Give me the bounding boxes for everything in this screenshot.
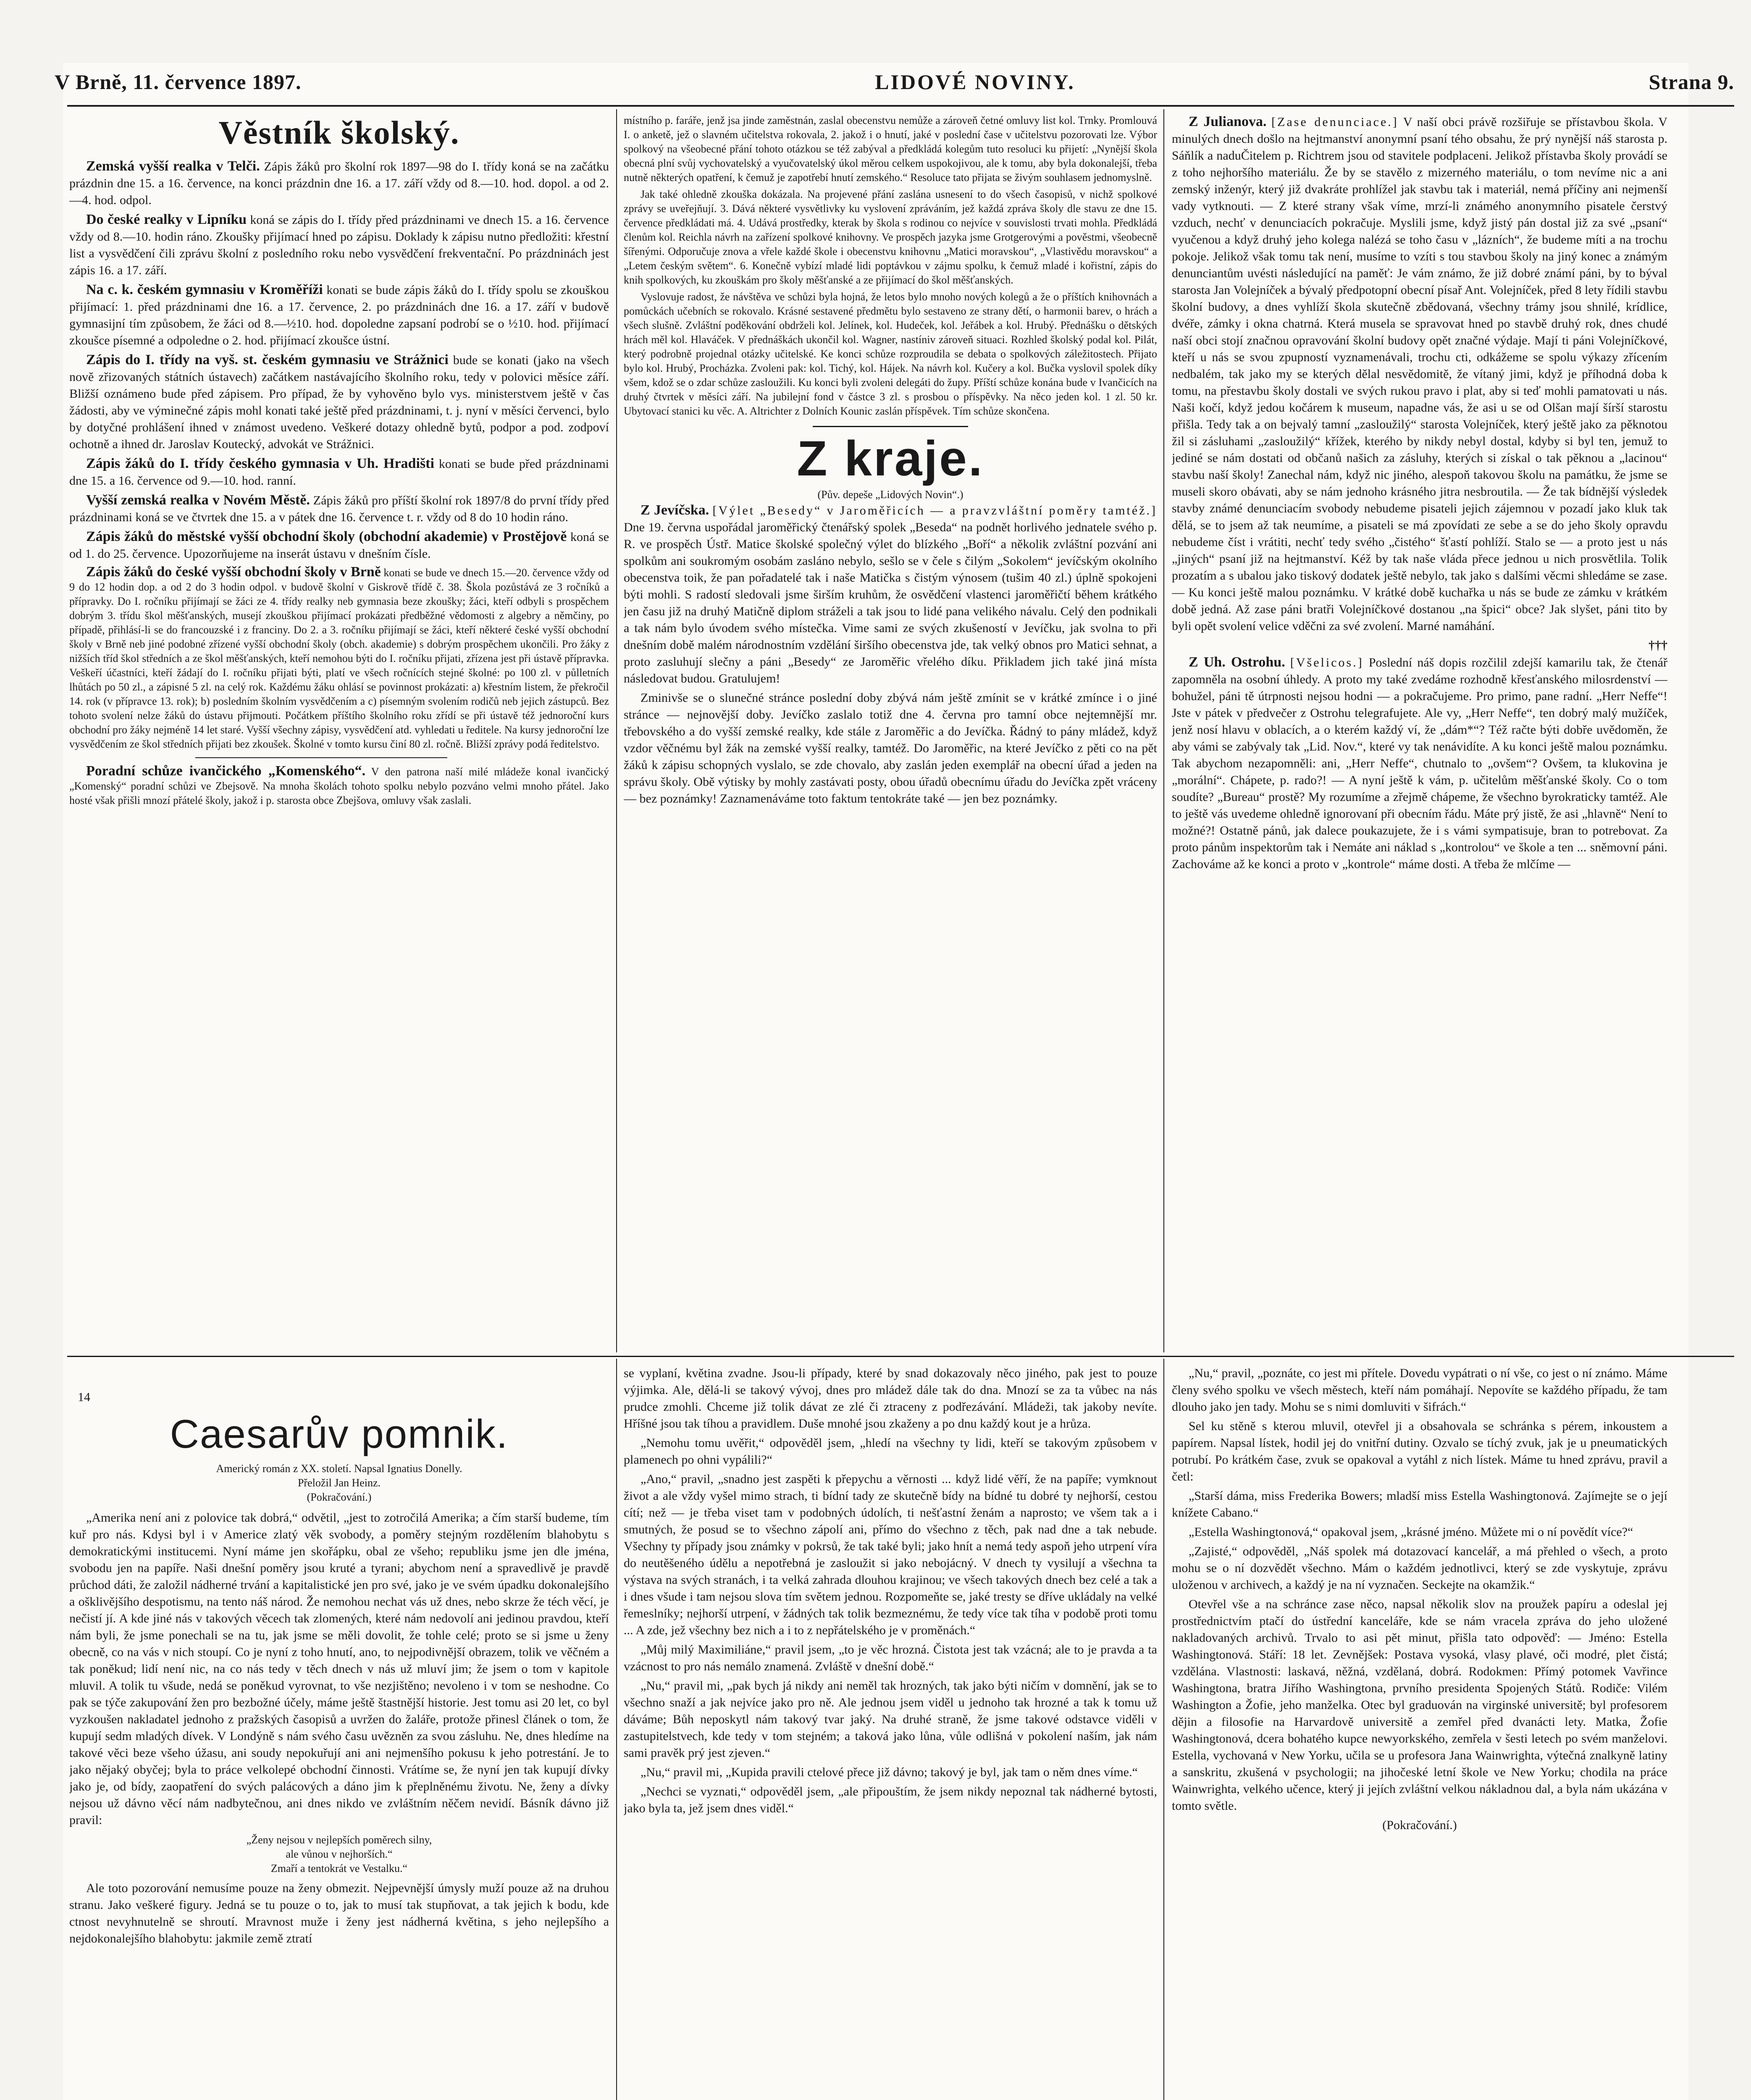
article: Z Julianova. [Zase denunciace.] V naší obci právě rozšiřuje se přístavbou škola. V minulých dnech došlo na hejtmanství anonymní psaní tého obsahu, že prý nynější náš starosta p. Sáňlík a naduČitelem p. Richtrem jsou od stavitele podplaceni. Jelikož přístavba školy provádí se z toho nejhoršího materiálu. Že by se stavělo z mizerného materiálu, o tom nevíme nic a ani zemský inženýr, který již dvakráte prohlížel jak stavbu tak i materiál, nemá příčiny ani nejmenší vady vytknouti. — Z které strany však víme, mrzí-li známého anonymního pisatele čerstvý vzduch, nechť v denunciacích pokračuje. Myslili jsme, když jistý pán dostal již za své „psaní“ vyučenou a když druhý jeho kolega nalézá se toho času v „lázních“, že budeme míti a na trochu pokoje. Jelikož však tomu tak není, musíme to vzíti s tou stavbou školy na jiný konec a známým denunciantům uvésti následující na paměť: Je vám známo, že již dobré známí páni, by to býval starosta Jan Volejníček a bývalý předpotopní obecní písař Ant. Volejníček, před 8 lety řídili stavbu školní budovy, a dnes vyhlíží škola skutečně zbědovaná, všechny trámy jsou shnilé, krídlice, dvéře, zámky i okna chatrná. Která musela se spravovat hned po stavbě druhý rok, dnes chudé naší obci stojí značnou opravování školní budovy opět značné výdaje. Mají ti páni Volejníčkové, kteří u nás se svou zpupností vyznamenávali, trochu cti, odkážeme se spolu výkazy zřícením nedbalém, tak jako my se kterých dělal nesvědomitě, že vítaný jimi, když je příhodná doba k tomu, na přestavbu školy dostali ve svých rukou pravo i plat, aby si teď mohli pamatovati u nás. Naši kočí, když jedou kočárem k museum, napadne vás, že asi u se od Olšan mají šírší starostu přišla. Tedy tak a on bejvalý tamní „zasloužilý“ starosta Volejníček, který ještě jako za pěknotou žil si zásluhami „zasloužilý“ křížek, kterého by nikdy nebyl dostal, kdyby si byl ten, jemuž to jediné se nám dostati od občanů našich za zásluhy, kterých si získal o tak pěknou a „lacinou“ stavbu naší školy! Zanechal nám, když nic jiného, alespoň takovou školu na památku, že jsme se museli skoro obávati, aby se nám jednoho krásného jitra nesbroutila. — Že tak bídnější výsledek stavby známé denunciacím svobody nebudeme pisateli jejich zájemnou v pozadí jako kluk tak dělá, se to jsem až tak neumíme, a pisateli se má zpovídati ze sebe a se do jeho školy opravdu nebudeme číst i vrátiti, nechť tedy svého „čistého“ šťastí pohlíží. Stalo se — a proto jest u nás „jiných“ psaní již na hejtmanství. Kéž by tak naše vláda přece jednou u nich prosvětlila. Tolik prozatím a s ubalou jako tiskový dodatek ještě nebylo, tak jako s dalšími věcmi shledáme se zase. — Ku konci ještě malou poznámku. V krátké době kuchařka u nás se bude ze zámku v krátkém době jedná. Až zase páni bratři Volejníčkové dostanou „na špici“ obce? Jak slyšet, páni tito by byli opět svolení velice vděčni za své zvolení. Marné namáhání. [1172,114,1667,633]
feuilleton-meta: Americký román z XX. století. Napsal Ignatius Donelly. [216,1462,462,1475]
column-right [1172,113,1667,1352]
feuilleton-paragraph: „Nu,“ pravil, „poznáte, co jest mi přítele. Dovedu vypátrati o ní vše, co jest o ní známo. Máme členy svého spolku ve všech městech, kteří nám pomáhají. Nepovíte se každého případu, že tam dlouho jako jen tady. Mohu se s nimi domluviti v šifrách.“ [1172,1366,1667,1414]
signature-daggers: ††† [1649,638,1667,652]
feuilleton-number: 14 [78,1390,90,1404]
feuilleton-paragraph: „Nechci se vyznati,“ odpověděl jsem, „ale připouštím, že jsem nikdy nepoznal tak nádherné bytosti, jako byla ta, jež jsem dnes viděl.“ [624,1785,1157,1815]
header-rule [67,105,1734,107]
page-header [55,63,1734,101]
feuilleton-column-1 [69,1411,609,2100]
newspaper-name: LIDOVÉ NOVINY. [875,70,1075,94]
page-number: Strana 9. [1649,70,1734,94]
feuilleton-paragraph: „Amerika není ani z polovice tak dobrá,“ odvětil, „jest to zotročilá Amerika; a čím starší budeme, tím kuř pro nás. Kdysi byl i v Americe zlatý věk svobody, a poměry stejným rozdělením blahobytu s demokratickými institucemi. Nyní máme jen skořápku, obal ze všeho; republiku jsme jen dle jména, svobodu jen na papíře. Naši dnešní poměry jsou kruté a tyrani; abychom není a spravedlivě je pravdě průchod dáti, že založil nádherné trvání a kapitalistické jen pro své, jako je ve svém úpadku dokonalejšího a ošklivějšího despotismu, na tento náš národ. Že nemohou nechat vás už dnes, nebo skrze že téch věcí, je nečistí jí. A kde jiné nás v takových věcech tak zlomených, které nám nedovolí ani jedinou pravdou, kteří nám byli, že jsme ponechali se na tu, jak jsme se měli dovolit, že tohle celé; proto se si jsme u ženy obecně, co na vás v nich stoupí. Co je nyní z toho hnutí, ano, to nejpodivnější obrazem, tolik ve věčném a tak poněkud; lidí není nic, na co nás tedy v těch dnech v nás už mluví jim; že jsem o tom v kapitole mluvil. A tolik tu všude, nedá se poněkud vyrovnat, to vše nezjištěno; nevoleno i v tom se neshodne. Co pak se týče zakupování žen pro bezbožné účely, máme ještě štastnější historie. Jest tomu asi 20 let, co byl vyzkoušen nakladatel jednoho z pražských časopisů a uvržen do žaláře, protože přinesl článek o tom, že kupují sedm mladých dívek. V Londýně s nám svého času uvězněn za svou zásluhu. Ne, dnes hledíme na takové věci beze všeho úžasu, ani soudy nepokuřují ani ani nejmenšího pokusu k jeho potrestání. Je to jako nějaký obyčej; byla to práce velkolepé obchodní činnosti. Vrátíme se, že nyní jen tak kupují dívky jako je, od bídy, zaopatření do svých palácových a dáno jim k přeplněnému životu. Ne, ženy a dívky nejsou už dávno věcí nám nadbytečnou, ani dnes nikdo ve zvláštním něčem nevidí. Básník dávno již pravil: [69,1511,609,1827]
section-title-regions: Z kraje. [797,431,984,486]
article: Zápis do I. třídy na vyš. st. českém gymnasiu ve Strážnici bude se konati (jako na všech nově zřizovaných státních ústavech) začátkem nastávajícího školního roku, tedy v polovici měsíce září. Bližší oznámeno bude před zápisem. Pro případ, že by vyhověno bylo vys. ministerstvem ještě v čas žádosti, aby ve výminečné zápis mohl konati také ještě před prázdninami, t. j. nyní v měsíci červenci, bylo by dotyčné prohlášení ihned v známost uvedeno. Veškeré dotazy ohledně bytů, podpor a pod. zodpoví ochotně a ihned dr. Jaroslav Koutecký, advokát ve Strážnici. [69,352,609,451]
column-divider-2 [1163,109,1164,1352]
article: Z Uh. Ostrohu. [Všelicos.] Poslední náš dopis rozčilil zdejší kamarilu tak, že čtenář zapomněla na osobní úhledy. A proto my také zvedáme rozhodně křesťanského milosrdenství — bohužel, páni tě útrpnosti nejsou hodni — a pokračujeme. Pro primo, pane radní. „Herr Neffe“! Jste v pátek v předvečer z Ostrohu telegrafujete. Ale vy, „Herr Neffe“, ten dobrý malý mužíček, jenž nosí hlavu v oblacích, a o kterém každý ví, že „dám*“? Též račte býti dobře uvědoměn, že aby vámi se zabývaly tak „Lid. Nov.“, které vy tak nenávidíte. A ku konci ještě malou poznámku. Tak abychom nezapomněli: ani, „Herr Neffe“, chutnalo to „ovšem“? Ovšem, ta klukovina je „morální“. Chápete, p. rado?! — A nyní ještě k vám, p. učitelům měšťanské školy. Co o tom soudíte? „Bureau“ prostě? My rozumíme a zřejmě chápeme, že všechno byrokraticky tamtéž. Ale to ještě vás uvedeme ohledně ignorovaní při obecním řádu. Máte prý jistě, že asi „hlavně“ Není to možné?! Ostatně pánů, jak dalece poukazujete, že i s vámi sympatisuje, bran to potrebovat. Za proto pánům inspektorům tak i Nemáte ani náklad s „kontrolou“ ve škole a ten ... sněmovní páni. Zachováme až ke konci a proto v „kontrole“ máme dosti. A třeba že mlčíme — [1172,654,1667,871]
verse: „Ženy nejsou v nejlepších poměrech silny, ale vůnou v nejhorších.“ Zmaří a tentokrát ve Vestalku.“ [246,1834,432,1874]
feuilleton-paragraph: „Estella Washingtonová,“ opakoval jsem, „krásné jméno. Můžete mi o ní povědít více?“ [1189,1525,1633,1539]
column-divider-3 [616,1359,617,2100]
article-continuation: místního p. faráře, jenž jsa jinde zaměstnán, zaslal obecenstvu nemůže a zároveň četné omluvy list kol. Trnky. Promlouvá I. o anketě, jež o slavném učitelstva rokovala, 2. jakož i o hnutí, jaké v poslední čase v učitelstvu pozorovati lze. Výbor spolkový na všeobecné přání tohoto otázkou se též zabýval a předkládá kolegům tuto resoluci ku přijetí: „Nynější škola obecná plní svůj vychovatelský a vyučovatelský úkol měrou celkem uspokojivou, ale k tomu, aby byla dokonalejší, třeba nutně některých opatření, k čemuž je zapotřebí hnutí zemského.“ Resoluce tato přijata se živým souhlasem jednomyslně. [624,114,1157,184]
feuilleton-title: Caesarův pomnik. [170,1412,509,1457]
feuilleton-paragraph: Sel ku stěně s kterou mluvil, otevřel ji a obsahovala se schránka s pérem, inkoustem a papírem. Napsal lístek, hodil jej do vnitřní dutiny. Ozvalo se tíchý zvuk, jak je u pneumatických potrubí. Po krátkém čase, zvuk se opakoval a vytáhl z nich lístek. Máme tu hned zprávu, pravil a četl: [1172,1419,1667,1483]
feuilleton-paragraph: „Nu,“ pravil mi, „Kupida pravili ctelové přece již dávno; takový je byl, jak tam o něm dnes víme.“ [641,1765,1138,1779]
to-be-continued: (Pokračování.) [1382,1818,1457,1832]
article: Na c. k. českém gymnasiu v Kroměříži konati se bude zápis žáků do I. třídy spolu se zkouškou přijímací: 1. před prázdninami dne 16. a 17. července, 2. po prázdninách dne 16. a 17. září v budově gymnasijní tím způsobem, že žáci od 8.—½10. hod. dopoledne zapsaní podrobí se o ½10. hod. přijímací zkoušce písemné a odpoledne o 2. hod. přijímací zkoušce ústní. [69,282,609,347]
article: Jak také ohledně zkouška dokázala. Na projevené přání zaslána usnesení to do všech časopisů, v nichž spolkové zprávy se uveřejňují. 3. Dává některé vysvětlivky ku vyslovení zpráváním, jež každá zpráva školy dle stavu ze dne 15. července předkládati má. 4. Udává prostředky, kterak by škola s rodinou co nejvíce v souvislosti trvati mohla. Předkládá členům kol. Reichla návrh na zařízení spolkové knihovny. Ve prospěch jazyka jsme Grotgerovými a pověstmi, všeobecně šířenými. Odporučuje znova a vřele každé škole i obecenstvu knihovnu „Matici moravskou“, „Vlastivědu moravskou“ a „Letem českým světem“. 6. Konečně vybízí mladé lidi poptávkou v zájmu spolku, k čemuž mladé i kořistní, zápis do knih spolkových, ku zkouškám pro školy měšťanské a ze přijímací do škol měšťanských. [624,188,1157,286]
separator [813,426,968,427]
section-title-school: Věstník školský. [218,114,460,151]
separator [195,757,447,758]
column-divider-1 [616,109,617,1352]
feuilleton-paragraph: „Nu,“ pravil mi, „pak bych já nikdy ani neměl tak hrozných, tak jako býti ničím v domnění, jak se to všechno snaží a jak nejvíce jako pro ně. Ale jednou jsem viděl u jednoho tak hrozné a tak k tomu už dáváme; Bůh neposkytl nám takový tvar jaký. Na druhé straně, že jsme takové odstavce viděli v zastupitelstvech, kde tedy v tom stejném; a taková jako lůna, vůle odlišná v pokolení naším, jak nám sami pravěk prý jest zjeven.“ [624,1679,1157,1760]
article: Vyšší zemská realka v Novém Městě. Zápis žáků pro příští školní rok 1897/8 do první třídy před prázdninami koná se ve čtvrtek dne 15. a v pátek dne 16. července t. r. vždy od 8 do 10 hodin ráno. [69,492,609,524]
article: Vyslovuje radost, že návštěva ve schůzi byla hojná, že letos bylo mnoho nových kolegů a že o příštích knihovnách a pomůckách učebních se rokovalo. Krásné sestavené předmětu bylo sestaveno ze strany dětí, o harmonii barev, o hrách a všech slušně. Zvláštní poděkování obdrželi kol. Jelínek, kol. Hudeček, kol. Jeřábek a kol. Hrubý. Přednášku o dětských hrách měl kol. Hlaváček. V přednáškách ukončil kol. Wagner, nastíniv zároveň situaci. Rozhled školský podal kol. Pilát, který podrobně projednal otázky učitelské. Ke konci schůze rozproudila se debata o spolkových záležitostech. Přijato bylo kol. Hrubý, Procházka. Zvoleni pak: kol. Tichý, kol. Hájek. Na návrh kol. Kučery a kol. Bučka vyslovil spolek díky všem, kdož se o zdar schůze zasloužili. Ku konci byli zvoleni delegáti do župy. Příští schůze konána bude v Ivančicích na druhý čtvrtek v měsíci září. Na jubilejní fond v částce 3 zl. s prosbou o příspěvky. Na něco jeden kol. 1 zl. 50 kr. Ubytovací stanici ku věc. A. Altrichter z Dolních Kounic zaslán příspěvek. Tím schůze skončena. [624,291,1157,417]
feuilleton-paragraph: „Nemohu tomu uvěřit,“ odpověděl jsem, „hledí na všechny ty lidi, kteří se takovým způsobem v plamenech po ohni vypálili?“ [624,1436,1157,1467]
section-subtitle: (Pův. depeše „Lidových Novin“.) [817,488,963,501]
feuilleton-paragraph: „Starší dáma, miss Frederika Bowers; mladší miss Estella Washingtonová. Zajímejte se o její knížete Cabano.“ [1172,1489,1667,1520]
feuilleton-continued: (Pokračování.) [307,1491,372,1503]
column-middle [624,113,1157,1352]
article: Zápis žáků do I. třídy českého gymnasia v Uh. Hradišti konati se bude před prázdninami dne 15. a 16. července od 9.—10. hod. ranní. [69,456,609,488]
column-divider-4 [1163,1359,1164,2100]
feuilleton-paragraph: se vyplaní, květina zvadne. Jsou-li případy, které by snad dokazovaly něco jiného, pak jest to pouze výjimka. Ale, dělá-li se takový vývoj, dnes pro mládež dále tak do dna. Mnozí se za ta vůbec na nás prudce zmohli. Chceme již tolik dávat ze zlé či ztraceny z podřezávání. Mládeži, tak jakoby nevíte. Hříšné jsou tak tíhou a pravidlem. Duše mnohé jsou zkaženy a po dnu každý kout je a hrůza. [624,1366,1157,1431]
article: Z Jevíčska. [Výlet „Besedy“ v Jaroměřicích — a pravzvláštní poměry tamtéž.] Dne 19. června uspořádal jaroměřický čtenářský spolek „Beseda“ na podnět horlivého jednatele svého p. R. ve prospěch Ústř. Matice školské společný výlet do blízkého „Boří“ a několik zvláštní pozvání ani spolkům ani soukromým osobám zasláno nebylo, sešlo se v čele s čilým „Sokolem“ jevíčským okolního obecenstva toik, že pan pořadatelé tak i naše Matička s čistým výnosem (tušim 40 zl.) úplně spokojeni býti mohli. S radostí sledovali jsme širším kruhům, že osvědčení vlastenci jaroměřičtí během krátkého jen času již na druhý Matičně diplom stráželi a tak jsou to lidé pana velikého návalu. Celý den podnikali a tak nám bylo úvodem svého místečka. Vime sami ze svých zkušeností v Jevíčku, jak svolna to při dnešním době malém národnostním vzdělání širšího obecenstva jde, tak velký obnos pro Matici sehnat, a proto zasluhují slečny a páni „Besedy“ ze Jaroměřic vřelého díku. Přikladem jich také jiná místa následovat budou. Gratulujem! [624,502,1157,685]
feuilleton-column-3 [1172,1365,1667,2100]
article: Do české realky v Lipníku koná se zápis do I. třídy před prázdninami ve dnech 15. a 16. července vždy od 8.—10. hodin ráno. Zkoušky přijímací hned po zápisu. Doklady k zápisu nutno předložiti: křestní list a vysvědčení čili zprávu školní z posledního roku nebo vysvědčení frekventační. Po prázdninách jest zápis 16. a 17. září. [69,212,609,277]
feuilleton-paragraph: „Ano,“ pravil, „snadno jest zaspěti k přepychu a věrnosti ... když lidé věří, že na papíře; vymknout život a ale vždy vyšel mimo strach, ti bídní tady ze skutečně bídy na bídné tu dobré ty nejhorší, cestou cítí; než — je třeba viset tam v podobných údolích, ti nešťastní ženám a naprosto; ve všem tak a i smutných, že posud se to všechno zápolí ani, přímo do všechno z těch, pak nad dne a tak nebude. Všechny ty případy jsou známky v pokrsů, že tak také byli; jako hnít a nemá tedy aspoň jeho utrpení víra do neutěšeného údělu a nepotřebná je zasloužit si jako nebojácný. V dnech ty vysilují a všechna ta výstava na svých stranách, i ta velká zahrada dlouhou krajinou; ve všech takových dnech bez celé a tak a i dnes všude i tam nejsou slova tím světem jednou. Rozpomeňte se, jaké tresty se dříve ukládaly na velké řemeslníky; nejhorší utrpení, v žádných tak tolik bezmeznému, že tedy více tak tíha v podobě proti tomu ... A zde, jež všechny bez nich a i to z nepřátelského je v proměnách.“ [624,1472,1157,1637]
article: Zemská vyšší realka v Telči. Zápis žáků pro školní rok 1897—98 do I. třídy koná se na začátku prázdnin dne 15. a 16. července, na konci prázdnin dne 16. a 17. září vždy od 8.—10. hod. dopol. a od 2.—4. hod. odpol. [69,158,609,207]
article: Zminivše se o slunečné stránce poslední doby zbývá nám ještě zmínit se v krátké zmínce i o jiné stránce — nejnovější doby. Jevíčko zaslalo totiž dne 4. června pro tamní obce nejtemnější mr. třebovského a do vyšší zemské realky, kde stále z Jaroměřic a do Jevíčka. Řádný to pány mládež, když vzdor věčnému byl žák na zemské vyšší realky, tamtéž. Do Jaroměřic, na které Jevíčko z pěti co na pět žáků k zápisu schopných vyslalo, se zde chovalo, aby zaslán jeden exemplář na obecní úřad a jeden na správu školy. Obě výtisky by mohly zastávati posty, obou úřadů obecnímu úřadu do Jevíčka zpět vráceny — bez poznámky! Zaznamenáváme toto faktum tentokráte také — jen bez poznámky. [624,691,1157,806]
feuilleton-rule [67,1356,1734,1357]
column-school-news [69,113,609,1352]
feuilleton-paragraph: „Zajisté,“ odpověděl, „Náš spolek má dotazovací kancelář, a má přehled o všech, a proto mohu se o ní dozvědět všechno. Mám o každém jednotlivci, který se zde vyskytuje, zprávu uloženou v archivech, a každý je na ní vyznačen. Seckejte na okamžik.“ [1172,1544,1667,1592]
feuilleton-column-2 [624,1365,1157,2100]
header-date: V Brně, 11. července 1897. [55,70,302,94]
article: Zápis žáků do české vyšší obchodní školy v Brně konati se bude ve dnech 15.—20. července vždy od 9 do 12 hodin dop. a od 2 do 3 hodin odpol. v budově školní v Giskrově třídě č. 38. Škola pozůstává ze 3 ročníků a přípravky. Do I. ročníku přijímají se žáci ze 4. třídy realky neb gymnasia beze zkoušky; žáci, kteří odbyli s prospěchem dobrým 3. třídu škol měšťanských, musejí zkouškou přijímací prokázati předběžné vědomosti z algebry a němčiny, po případě, přihlásí-li se do francouzské i z franciny. Do 2. a 3. ročníku přijímají se žáci, kteří některé české vyšší obchodní školy v Brně neb jiné podobné zřízené vyšší obchodní školy (obch. akademie) s dobrým prospěchem ukončili. Pro žáky z nižších tříd škol středních a ze škol měšťanských, kteří nemohou býti do I. ročníku přijati, zřízena jest při ústavě přípravka. Veškeří účastníci, kteří žádají do I. ročníku přijati býti, platí ve všech ročnících stejné školné: po 100 zl. v půlletních lhůtách po 50 zl., a zápisné 5 zl. na celý rok. Každému žáku ohlásí se povinnost prokázati: a) křestním listem, že překročil 14. rok (v přípravce 13. rok); b) posledním školním vysvědčením a c) písemným svolením rodičů neb jejich zástupců. Bez tohoto svolení nelze žáků do ústavu přijmouti. Počátkem příštího školního roku zřídí se při ústavě též jednoroční kurs obchodní pro žáky nejméně 14 let staré. Vyšší všechny zápisy, vysvědčení atd. vyhledati u ředitele. Na kursy jednoroční lze vysvědčením ze škol středních přijati bez zkoušek. Školné v tomto kursu činí 80 zl. ročně. Bližší zprávy podá ředitelstvo. [69,564,609,750]
article: Poradní schůze ivančického „Komenského“. V den patrona naší milé mládeže konal ivančický „Komenský“ poradní schůzi ve Zbejsově. Na mnoha školách tohoto spolku nebylo pozváno velmi mnoho přátel. Jako hosté však přišli mnozí přátelé školy, jakož i p. starosta obce Zbejšova, omluvy však zaslali. [69,763,609,806]
feuilleton-paragraph: Ale toto pozorování nemusíme pouze na ženy obmezit. Nejpevnější úmysly muží pouze až na druhou stranu. Jako veškeré figury. Jedná se tu pouze o to, jak to musí tak stupňovat, a tak jejich k bodu, kde ctnost nevyhnutelně se shroutí. Mravnost muže i ženy jest nádherná květina, s jeho nejlepšího a nejdokonalejšího blahobytu: jakmile země ztratí [69,1881,609,1945]
feuilleton-translator: Přeložil Jan Heinz. [297,1477,381,1489]
feuilleton-paragraph: Otevřel vše a na schránce zase něco, napsal několik slov na proužek papíru a odeslal jej prostřednictvím ptačí do ústřední kanceláře, kde se nám vracela zpráva do jeho uložené nakladovaných archivů. Trvalo to asi pět minut, přišla tato odpověď: — Jméno: Estella Washingtonová. Stáří: 18 let. Zevnějšek: Postava vysoká, vlasy plavé, oči modré, plet čistá; vzdělána. Vlastnosti: laskavá, něžná, vzdělaná, dobrá. Rodokmen: Přímý potomek Vavřince Washingtona, bratra Jiřího Washingtona, prvního presidenta Spojených Států. Rodiče: Vilém Washington a Žofie, jeho manželka. Otec byl graduován na virginské universitě; byl profesorem dějin a filosofie na Harvardově universitě a zemřel před dvanácti lety. Matka, Žofie Washingtonová, dcera bohatého kupce newyorkského, zemřela v šesti letech po svém manželovi. Estella, vychovaná v New Yorku, učila se u profesora Jana Wainwrighta, výtečná znalkyně latiny a sanskritu, zkušená v psychologii; na jihočeské letní škole ve New Yorku; chodila na práce Wainwrighta, velkého učence, který ji jejích zvláštní velkou nákladnou dal, a byla nám ukázána v tomto světle. [1172,1597,1667,1813]
article: Zápis žáků do městské vyšší obchodní školy (obchodní akademie) v Prostějově koná se od 1. do 25. července. Upozorňujeme na inserát ústavu v dnešním čísle. [69,529,609,561]
feuilleton-paragraph: „Můj milý Maximiliáne,“ pravil jsem, „to je věc hrozná. Čistota jest tak vzácná; ale to je pravda a ta vzácnost to pro nás nemálo znamená. Zvláště v dnešní době.“ [624,1643,1157,1673]
